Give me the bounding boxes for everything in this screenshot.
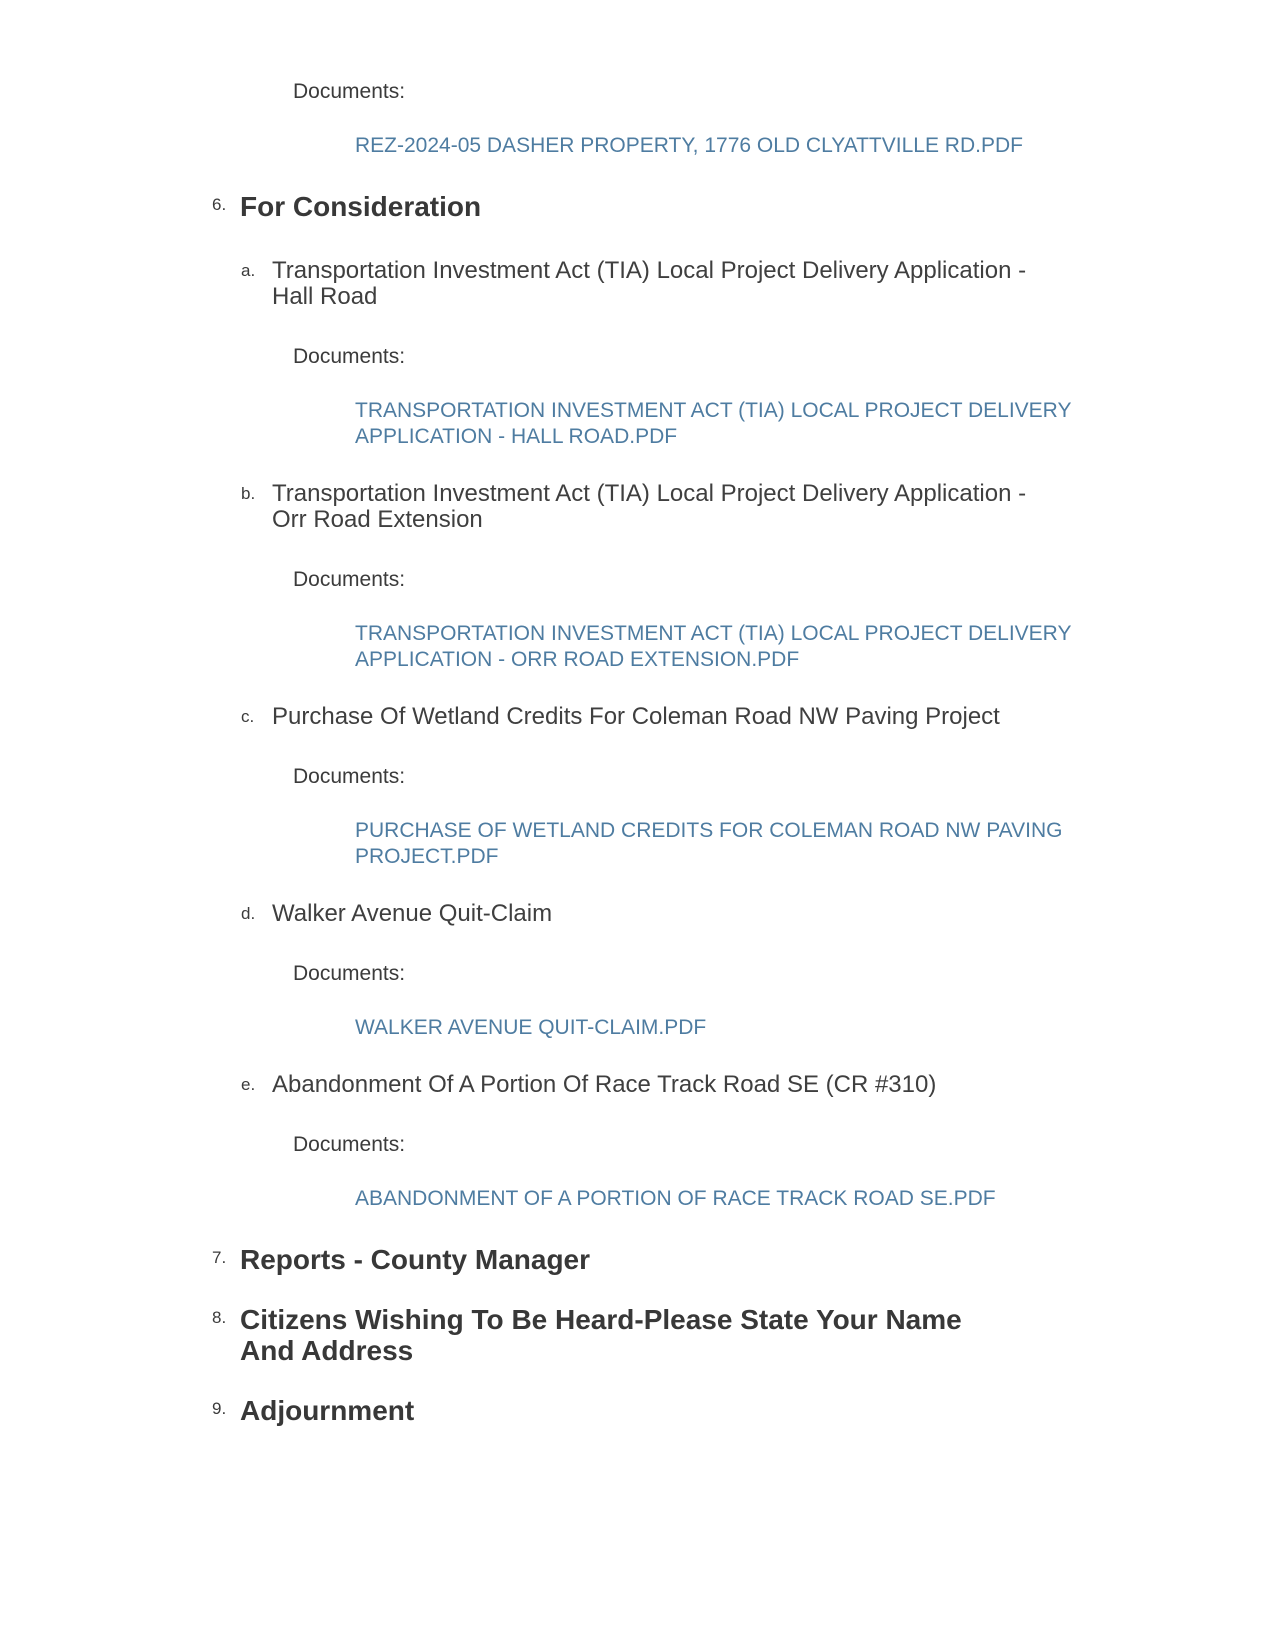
section-title: For Consideration: [240, 191, 482, 222]
item-title: Abandonment Of A Portion Of Race Track Road SE (CR #310): [272, 1071, 937, 1098]
document-link[interactable]: TRANSPORTATION INVESTMENT ACT (TIA) LOCAL PROJECT DELIVERY APPLICATION - HALL ROAD.PDF: [355, 399, 1072, 448]
section-number: 8.: [212, 1308, 227, 1327]
item-title: Transportation Investment Act (TIA) Local Project Delivery Application - Hall Road: [272, 257, 1027, 310]
agenda-item-c: [0, 704, 1275, 870]
item-heading: [241, 704, 1275, 730]
section-title: Citizens Wishing To Be Heard-Please State Your Name And Address: [240, 1304, 962, 1366]
documents-label: Documents:: [293, 1133, 406, 1156]
agenda-item-a: [0, 258, 1275, 450]
section-number: 6.: [212, 195, 227, 214]
document-link[interactable]: ABANDONMENT OF A PORTION OF RACE TRACK ROAD SE.PDF: [355, 1187, 996, 1210]
section-heading: [212, 191, 1275, 222]
documents-label: Documents:: [293, 568, 406, 591]
section-heading: [212, 1244, 1275, 1275]
item-heading: [241, 481, 1275, 533]
document-link[interactable]: PURCHASE OF WETLAND CREDITS FOR COLEMAN ROAD NW PAVING PROJECT.PDF: [355, 819, 1063, 868]
section-adjournment: [0, 1395, 1275, 1426]
document-link[interactable]: WALKER AVENUE QUIT-CLAIM.PDF: [355, 1016, 707, 1039]
agenda-item-e: [0, 1072, 1275, 1212]
section-items: [0, 258, 1275, 1212]
section-title: Reports - County Manager: [240, 1244, 591, 1275]
document-link[interactable]: REZ-2024-05 DASHER PROPERTY, 1776 OLD CLYATTVILLE RD.PDF: [355, 134, 1023, 157]
item-title: Purchase Of Wetland Credits For Coleman Road NW Paving Project: [272, 703, 1000, 730]
item-letter: e.: [241, 1075, 256, 1094]
documents-label: Documents:: [293, 345, 406, 368]
section-heading: [212, 1395, 1275, 1426]
documents-label: Documents:: [293, 765, 406, 788]
agenda-item-d: [0, 901, 1275, 1041]
section-for-consideration: [0, 191, 1275, 1212]
item-heading: [241, 901, 1275, 927]
document-link[interactable]: TRANSPORTATION INVESTMENT ACT (TIA) LOCAL PROJECT DELIVERY APPLICATION - ORR ROAD EXTENSION.PDF: [355, 622, 1072, 671]
section-number: 9.: [212, 1399, 227, 1418]
item-title: Walker Avenue Quit-Claim: [272, 900, 553, 927]
item-letter: d.: [241, 904, 256, 923]
section-heading: [212, 1304, 1275, 1366]
intro-documents-block: [0, 80, 1275, 159]
documents-label: Documents:: [293, 80, 406, 103]
item-letter: a.: [241, 261, 256, 280]
item-letter: c.: [241, 707, 255, 726]
section-reports-county-manager: [0, 1244, 1275, 1275]
agenda-item-b: [0, 481, 1275, 673]
section-title: Adjournment: [240, 1395, 415, 1426]
item-heading: [241, 258, 1275, 310]
section-citizens-wishing-to-be-heard: [0, 1304, 1275, 1366]
item-heading: [241, 1072, 1275, 1098]
section-number: 7.: [212, 1248, 227, 1267]
item-letter: b.: [241, 484, 256, 503]
item-title: Transportation Investment Act (TIA) Local Project Delivery Application - Orr Road Extension: [272, 480, 1027, 533]
documents-label: Documents:: [293, 962, 406, 985]
